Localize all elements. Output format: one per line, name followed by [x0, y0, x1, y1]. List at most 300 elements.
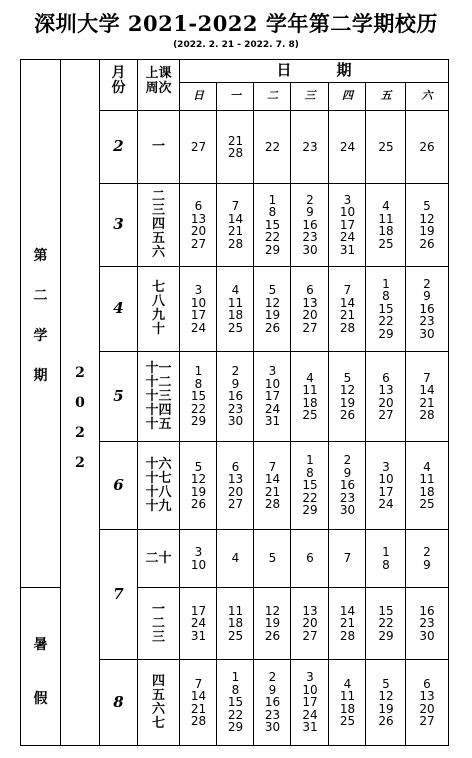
- day-number: 25: [339, 714, 356, 728]
- day-number: 21: [264, 484, 281, 499]
- day-number: 7: [268, 459, 277, 474]
- label-char: 二: [33, 288, 48, 304]
- day-number: 10: [378, 472, 394, 486]
- day-number: 3: [306, 670, 314, 685]
- day-number: 5: [382, 676, 390, 691]
- day-number: 25: [227, 320, 244, 335]
- day-number: 18: [378, 224, 394, 238]
- day-number: 9: [423, 557, 431, 572]
- week-numbers: [138, 190, 179, 260]
- day-cell: [329, 284, 366, 334]
- day-number: 3: [382, 459, 390, 474]
- day-number: 21: [419, 395, 435, 410]
- day-number: 10: [302, 682, 318, 697]
- day-cell: [291, 552, 329, 565]
- weekday-header: 一: [230, 89, 241, 102]
- week-number: 五: [151, 687, 165, 703]
- label-char: 第: [33, 248, 48, 264]
- day-cell: [291, 284, 329, 334]
- day-number: 7: [343, 283, 352, 297]
- day-number: 6: [231, 459, 240, 474]
- weekday-header: 五: [380, 89, 392, 102]
- day-number: 3: [343, 192, 352, 207]
- day-number: 14: [339, 603, 356, 618]
- day-number: 19: [264, 616, 281, 631]
- semester-label: [21, 236, 60, 396]
- day-cell: [406, 372, 448, 422]
- day-number: 13: [302, 295, 318, 310]
- week-number: 十七: [145, 470, 172, 486]
- day-number: 2: [306, 192, 314, 207]
- day-number: 22: [378, 314, 394, 329]
- day-cell: [180, 546, 217, 571]
- day-cell: [291, 141, 329, 154]
- day-number: 1: [268, 192, 277, 207]
- day-number: 27: [190, 236, 207, 251]
- day-number: 5: [268, 283, 277, 297]
- weekday-header: 三: [304, 89, 316, 102]
- day-number: 19: [339, 395, 356, 410]
- day-number: 21: [227, 224, 244, 238]
- day-number: 12: [264, 295, 281, 310]
- week-number: 十五: [145, 416, 172, 432]
- day-number: 29: [378, 628, 394, 643]
- day-number: 18: [302, 395, 318, 410]
- week-numbers: [138, 603, 179, 645]
- day-number: 1: [382, 276, 390, 291]
- week-number: 三: [151, 629, 165, 645]
- day-number: 17: [302, 695, 318, 710]
- day-cell: [291, 372, 329, 422]
- day-cell: [180, 365, 217, 428]
- day-number: 15: [378, 603, 394, 618]
- day-cell: [406, 141, 448, 154]
- day-number: 13: [302, 603, 318, 618]
- label-char: 暑: [33, 637, 48, 653]
- weekday-header: 六: [421, 89, 433, 102]
- day-cell: [406, 461, 448, 511]
- week-number: 十九: [145, 498, 172, 514]
- week-number: 十: [151, 322, 165, 337]
- day-number: 11: [339, 689, 356, 703]
- day-number: 26: [264, 628, 281, 643]
- week-number: 二十: [145, 550, 172, 566]
- month-number: 8: [113, 692, 124, 711]
- page-title: 深圳大学 2021-2022 学年第二学期校历: [34, 11, 438, 36]
- day-number: 3: [194, 283, 203, 297]
- day-cell: [217, 605, 254, 643]
- day-number: 29: [302, 503, 318, 518]
- day-number: 6: [306, 283, 314, 297]
- day-cell: [217, 284, 254, 334]
- week-number: 十一: [145, 360, 172, 376]
- day-number: 10: [339, 205, 356, 220]
- week-number: 九: [151, 308, 165, 323]
- day-number: 24: [190, 320, 207, 335]
- day-number: 28: [264, 497, 281, 511]
- day-number: 2: [423, 276, 431, 291]
- day-number: 6: [423, 676, 431, 691]
- day-number: 13: [190, 211, 207, 226]
- day-number: 21: [339, 308, 356, 322]
- month-header: 月 份: [111, 65, 126, 96]
- day-number: 3: [268, 364, 277, 379]
- day-number: 17: [378, 484, 394, 499]
- day-cell: [291, 454, 329, 517]
- label-char: 假: [33, 691, 48, 707]
- day-number: 20: [302, 616, 318, 631]
- day-number: 9: [343, 465, 352, 480]
- day-number: 25: [419, 497, 435, 511]
- day-number: 28: [227, 146, 244, 160]
- week-number: 七: [151, 715, 165, 731]
- day-number: 14: [339, 295, 356, 310]
- day-number: 28: [339, 320, 356, 335]
- day-number: 26: [264, 320, 281, 335]
- day-number: 23: [419, 314, 435, 329]
- day-number: 1: [382, 545, 390, 559]
- day-number: 12: [419, 211, 435, 226]
- day-number: 16: [227, 389, 244, 404]
- day-number: 26: [190, 497, 207, 511]
- day-number: 27: [302, 320, 318, 335]
- day-number: 28: [339, 628, 356, 643]
- day-number: 19: [190, 484, 207, 499]
- day-number: 4: [231, 551, 240, 566]
- day-number: 23: [419, 616, 435, 631]
- day-number: 27: [419, 714, 435, 728]
- day-number: 8: [382, 289, 390, 304]
- week-numbers: [138, 675, 179, 731]
- day-cell: [254, 552, 291, 565]
- day-cell: [329, 372, 366, 422]
- day-number: 23: [302, 139, 318, 154]
- day-number: 2: [231, 364, 240, 379]
- week-number: 二: [151, 615, 165, 631]
- day-cell: [366, 372, 406, 422]
- day-number: 31: [339, 242, 356, 257]
- day-cell: [291, 605, 329, 643]
- day-cell: [366, 546, 406, 571]
- day-number: 5: [343, 370, 352, 385]
- day-cell: [254, 141, 291, 154]
- day-number: 7: [194, 676, 203, 691]
- year-digit: 2: [75, 455, 85, 471]
- day-number: 13: [227, 472, 244, 486]
- day-number: 31: [264, 414, 281, 429]
- week-number: 七: [151, 280, 165, 295]
- month-number: 5: [113, 386, 124, 405]
- day-cell: [180, 284, 217, 334]
- day-cell: [217, 552, 254, 565]
- day-number: 6: [194, 199, 203, 213]
- day-number: 13: [378, 383, 394, 397]
- day-number: 31: [302, 720, 318, 735]
- day-cell: [366, 605, 406, 643]
- week-number: 十二: [145, 374, 172, 390]
- year-label: [61, 358, 99, 478]
- day-number: 30: [339, 503, 356, 518]
- day-number: 5: [194, 459, 203, 474]
- week-number: 三: [151, 203, 165, 218]
- week-number: 六: [151, 245, 165, 260]
- week-number: 十八: [145, 484, 172, 500]
- week-number: 四: [151, 217, 165, 232]
- day-number: 24: [302, 707, 318, 722]
- day-cell: [217, 200, 254, 250]
- day-number: 1: [194, 364, 203, 379]
- day-number: 2: [343, 453, 352, 468]
- day-number: 20: [227, 484, 244, 499]
- year-digit: 0: [75, 395, 85, 411]
- day-number: 22: [378, 616, 394, 631]
- weekday-header: 二: [267, 89, 278, 102]
- day-cell: [254, 461, 291, 511]
- day-number: 8: [194, 376, 203, 391]
- year-digit: 2: [75, 365, 85, 381]
- day-number: 26: [378, 714, 394, 728]
- day-number: 10: [190, 557, 207, 572]
- day-number: 18: [339, 701, 356, 716]
- day-number: 28: [419, 408, 435, 422]
- day-number: 20: [302, 308, 318, 322]
- day-number: 15: [190, 389, 207, 404]
- day-cell: [254, 671, 291, 734]
- day-number: 23: [302, 230, 318, 245]
- day-number: 14: [264, 472, 281, 486]
- day-number: 20: [190, 224, 207, 238]
- day-number: 8: [306, 465, 314, 480]
- day-number: 8: [382, 557, 390, 572]
- day-number: 14: [190, 689, 207, 703]
- day-number: 29: [264, 242, 281, 257]
- day-number: 21: [339, 616, 356, 631]
- day-number: 9: [231, 376, 240, 391]
- week-number: 八: [151, 294, 165, 309]
- label-char: 学: [33, 328, 48, 344]
- week-number: 二: [151, 189, 165, 204]
- day-number: 17: [339, 217, 356, 232]
- day-number: 4: [306, 370, 314, 385]
- day-number: 15: [264, 217, 281, 232]
- day-number: 16: [264, 695, 281, 710]
- week-numbers: [138, 281, 179, 337]
- day-cell: [254, 605, 291, 643]
- day-number: 30: [419, 628, 435, 643]
- date-header: 日 期: [276, 61, 352, 79]
- day-number: 20: [419, 701, 435, 716]
- label-char: 期: [33, 368, 48, 384]
- day-number: 15: [302, 478, 318, 493]
- week-numbers: [138, 458, 179, 514]
- day-number: 23: [339, 490, 356, 505]
- week-header: 上课 周次: [145, 66, 172, 96]
- day-cell: [329, 194, 366, 257]
- day-cell: [406, 605, 448, 643]
- day-number: 22: [227, 707, 244, 722]
- weekday-header: 日: [193, 89, 204, 102]
- vacation-label: [21, 618, 60, 726]
- day-cell: [180, 678, 217, 728]
- day-number: 11: [302, 383, 318, 397]
- day-cell: [180, 141, 217, 154]
- day-number: 5: [423, 199, 431, 213]
- day-number: 27: [302, 628, 318, 643]
- day-cell: [329, 552, 366, 565]
- week-number: 四: [151, 673, 165, 689]
- week-number: 十四: [145, 402, 172, 418]
- day-number: 6: [306, 551, 314, 566]
- day-cell: [180, 461, 217, 511]
- day-number: 30: [227, 414, 244, 429]
- day-number: 12: [190, 472, 207, 486]
- day-number: 1: [306, 453, 314, 468]
- day-number: 18: [227, 616, 244, 631]
- day-number: 15: [227, 695, 244, 710]
- day-number: 12: [264, 603, 281, 618]
- day-number: 24: [190, 616, 207, 631]
- day-number: 9: [306, 205, 314, 220]
- day-number: 18: [227, 308, 244, 322]
- day-cell: [329, 678, 366, 728]
- day-cell: [329, 141, 366, 154]
- day-number: 1: [231, 670, 240, 685]
- date-range: (2022. 2. 21 - 2022. 7. 8): [173, 40, 299, 50]
- day-cell: [180, 605, 217, 643]
- day-number: 4: [343, 676, 352, 691]
- day-number: 28: [190, 714, 207, 728]
- day-number: 26: [419, 236, 435, 251]
- week-number: 一: [151, 139, 165, 154]
- day-number: 30: [419, 326, 435, 341]
- day-number: 23: [264, 707, 281, 722]
- day-number: 2: [423, 545, 431, 559]
- day-number: 7: [231, 199, 240, 213]
- day-number: 7: [343, 551, 352, 566]
- day-number: 8: [231, 682, 240, 697]
- day-cell: [329, 454, 366, 517]
- day-number: 6: [382, 370, 390, 385]
- day-number: 29: [378, 326, 394, 341]
- week-number: 六: [151, 701, 165, 717]
- day-cell: [406, 278, 448, 341]
- month-number: 4: [113, 299, 124, 317]
- day-number: 4: [231, 283, 240, 297]
- day-number: 30: [264, 720, 281, 735]
- day-number: 16: [419, 301, 435, 316]
- day-number: 23: [227, 401, 244, 416]
- day-number: 17: [190, 308, 207, 322]
- day-cell: [366, 200, 406, 250]
- day-number: 8: [268, 205, 277, 220]
- day-number: 25: [378, 139, 394, 154]
- day-number: 24: [339, 139, 356, 154]
- day-number: 11: [227, 603, 244, 618]
- day-number: 13: [419, 689, 435, 703]
- week-numbers: [138, 552, 179, 566]
- day-cell: [254, 194, 291, 257]
- day-number: 15: [378, 301, 394, 316]
- day-number: 10: [190, 295, 207, 310]
- week-number: 十三: [145, 388, 172, 404]
- day-number: 28: [227, 236, 244, 251]
- day-cell: [291, 194, 329, 257]
- day-number: 31: [190, 628, 207, 643]
- day-cell: [366, 141, 406, 154]
- week-number: 五: [151, 231, 165, 246]
- day-number: 25: [302, 408, 318, 422]
- day-number: 7: [423, 370, 431, 385]
- month-number: 6: [113, 475, 124, 494]
- day-number: 24: [339, 230, 356, 245]
- day-number: 19: [378, 701, 394, 716]
- day-number: 19: [419, 224, 435, 238]
- week-number: 一: [151, 601, 165, 617]
- day-number: 4: [423, 459, 431, 474]
- month-number: 3: [113, 215, 124, 233]
- day-number: 17: [264, 389, 281, 404]
- day-number: 16: [302, 217, 318, 232]
- day-number: 21: [227, 133, 244, 148]
- day-cell: [180, 200, 217, 250]
- day-number: 26: [339, 408, 356, 422]
- day-number: 26: [419, 139, 435, 154]
- week-numbers: [138, 362, 179, 432]
- day-number: 29: [227, 720, 244, 735]
- day-number: 16: [339, 478, 356, 493]
- day-number: 4: [382, 199, 390, 213]
- day-cell: [366, 461, 406, 511]
- day-number: 14: [419, 383, 435, 397]
- day-cell: [366, 278, 406, 341]
- day-number: 5: [268, 551, 277, 566]
- day-number: 9: [423, 289, 431, 304]
- month-number: 7: [113, 584, 124, 603]
- day-cell: [217, 671, 254, 734]
- day-number: 12: [378, 689, 394, 703]
- day-number: 22: [264, 139, 281, 154]
- day-number: 21: [190, 701, 207, 716]
- day-number: 27: [190, 139, 207, 154]
- day-cell: [291, 671, 329, 734]
- day-cell: [406, 546, 448, 571]
- day-cell: [254, 365, 291, 428]
- day-number: 11: [419, 472, 435, 486]
- day-cell: [366, 678, 406, 728]
- day-number: 19: [264, 308, 281, 322]
- day-number: 3: [194, 545, 203, 559]
- day-number: 22: [264, 230, 281, 245]
- day-number: 27: [227, 497, 244, 511]
- day-number: 22: [190, 401, 207, 416]
- day-number: 11: [227, 295, 244, 310]
- day-cell: [217, 365, 254, 428]
- day-number: 24: [264, 401, 281, 416]
- day-number: 20: [378, 395, 394, 410]
- day-number: 25: [227, 628, 244, 643]
- day-number: 2: [268, 670, 277, 685]
- day-cell: [254, 284, 291, 334]
- week-number: 十六: [145, 456, 172, 472]
- day-number: 27: [378, 408, 394, 422]
- day-number: 18: [419, 484, 435, 499]
- day-cell: [217, 135, 254, 160]
- day-number: 11: [378, 211, 394, 226]
- day-cell: [406, 678, 448, 728]
- year-digit: 2: [75, 425, 85, 441]
- day-number: 22: [302, 490, 318, 505]
- weekday-header: 四: [342, 89, 353, 102]
